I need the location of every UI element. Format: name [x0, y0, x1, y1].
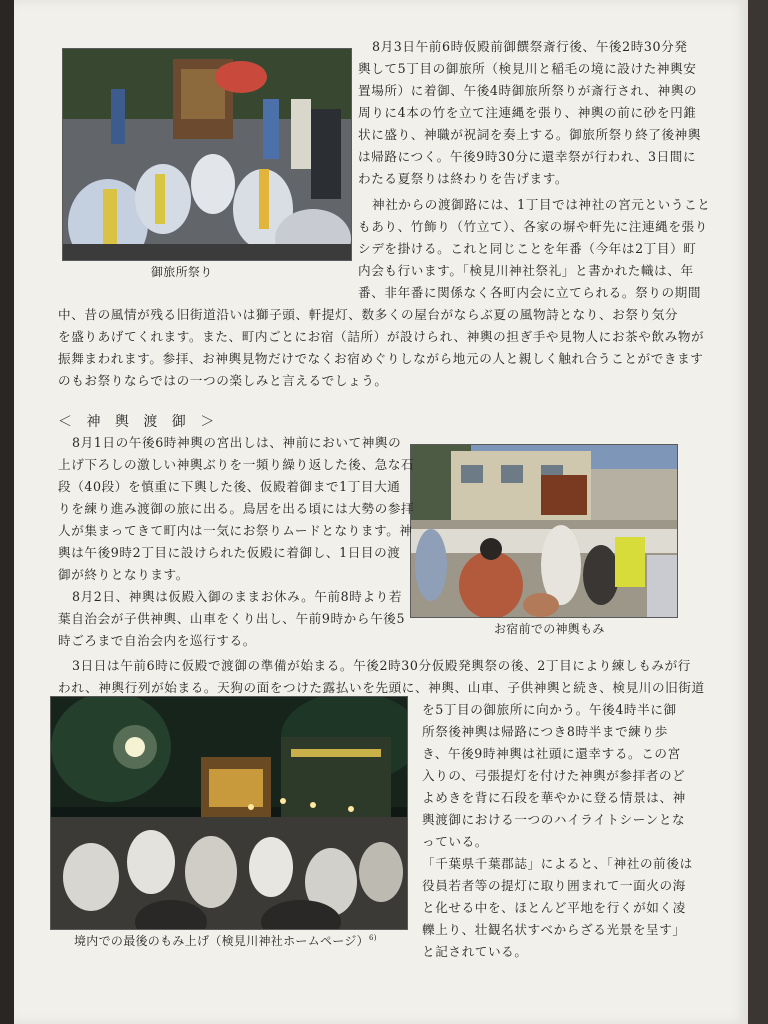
- text-line: 役員若者等の提灯に取り囲まれて一面火の海: [422, 878, 686, 893]
- photo-keidai-caption-text: 境内での最後のもみ上げ（検見川神社ホームページ）: [74, 934, 369, 948]
- photo-otabisho-caption: 御旅所祭り: [151, 265, 213, 279]
- text-line: き、午後9時神輿は社頭に還幸する。この宮: [422, 746, 681, 761]
- text-line: 御が終りとなります。: [58, 567, 189, 582]
- text-line: 8月1日の午後6時神輿の宮出しは、神前において神輿の: [72, 435, 402, 450]
- text-line: を盛りあげてくれます。また、町内ごとにお宿（詰所）が設けられ、神輿の担ぎ手や見物人にお茶や飲み物が: [58, 329, 705, 344]
- text-line: 8月2日、神輿は仮殿入御のままお休み。午前8時より若: [72, 589, 403, 604]
- text-line: 内会も行います。「検見川神社祭礼」と書かれた幟は、年: [358, 263, 694, 278]
- section-heading: ＜ 神 輿 渡 御 ＞: [58, 414, 220, 430]
- text-line: 振舞まわれます。参拝、お神輿見物だけでなくお宿めぐりしながら地元の人と親しく触れ合うことができます: [58, 351, 704, 366]
- text-line: われ、神輿行列が始まる。天狗の面をつけた露払いを先頭に、神輿、山車、子供神輿と続き、検見川の旧街道: [58, 680, 705, 695]
- text-line: 輿渡御における一つのハイライトシーンとな: [422, 812, 686, 827]
- text-line: 3日日は午前6時に仮殿で渡御の準備が始まる。午後2時30分仮殿発輿祭の後、2丁目により練しもみが行: [72, 658, 692, 673]
- text-line: シデを掛ける。これと同じことを年番（今年は2丁目）町: [358, 241, 697, 256]
- text-line: 上げ下ろしの激しい神輿ぶりを一頻り繰り返した後、急な石: [58, 457, 415, 472]
- page-edge-background: [748, 0, 768, 1024]
- photo-oyado-image: [411, 445, 677, 617]
- text-line: 周りに4本の竹を立て注連縄を張り、神輿の前に砂を円錐: [358, 105, 697, 120]
- text-line: を5丁目の御旅所に向かう。午後4時半に御: [422, 702, 677, 717]
- text-line: 輿して5丁目の御旅所（検見川と稲毛の境に設けた神輿安: [358, 61, 697, 76]
- text-line: 入りの、弓張提灯を付けた神輿が参拝者のど: [422, 768, 686, 783]
- text-line: 所祭後神輿は帰路につき8時半まで練り歩: [422, 724, 668, 739]
- document-page: [14, 0, 748, 1024]
- text-line: 中、昔の風情が残る旧街道沿いは獅子頭、軒提灯、数多くの屋台がならぶ夏の風物詩となり、お祭り気分: [58, 307, 679, 322]
- text-line: と化せる中を、ほとんど平地を行くが如く凌: [422, 900, 686, 915]
- text-line: 人が集まってきて町内は一気にお祭りムードとなります。神: [58, 523, 413, 538]
- text-line: りを練り進み渡御の旅に出る。鳥居を出る頃には大勢の参拝: [58, 501, 415, 516]
- text-line: 神社からの渡御路には、1丁目では神社の宮元ということ: [372, 197, 711, 212]
- text-line: 葉自治会が子供神輿、山車をくり出し、午前9時から午後5: [58, 611, 406, 626]
- text-line: と記されている。: [422, 944, 528, 959]
- text-line: 番、非年番に関係なく各町内会に立てられる。祭りの期間: [358, 285, 702, 300]
- text-line: 轢上り、壮観名状すべからざる光景を呈す」: [422, 922, 686, 937]
- text-line: 置場所）に着御、午後4時御旅所祭りが斎行され、神輿の: [358, 83, 698, 98]
- photo-oyado-mikoshi: [410, 444, 678, 618]
- text-line: は帰路につく。午後9時30分に還幸祭が行われ、3日間に: [358, 149, 697, 164]
- photo-otabisho-image: [63, 49, 351, 260]
- photo-keidai-image: [51, 697, 407, 929]
- photo-oyado-caption: お宿前での神輿もみ: [494, 622, 605, 636]
- photo-otabisho-festival: [62, 48, 352, 261]
- text-line: 段（40段）を慎重に下輿した後、仮殿着御まで1丁目大通: [58, 479, 401, 494]
- footnote-ref: 6): [368, 934, 377, 942]
- photo-keidai-caption: [74, 932, 377, 949]
- text-line: 8月3日午前6時仮殿前御饌祭斎行後、午後2時30分発: [372, 39, 688, 54]
- text-line: のもお祭りならではの一つの楽しみと言えるでしょう。: [58, 373, 388, 388]
- text-line: 状に盛り、神職が祝詞を奏上する。御旅所祭り終了後神輿: [358, 127, 702, 142]
- text-line: っている。: [422, 834, 488, 849]
- photo-keidai-momiage: [50, 696, 408, 930]
- text-line: よめきを背に石段を華やかに登る情景は、神: [422, 790, 686, 805]
- text-line: もあり、竹飾り（竹立て）、各家の塀や軒先に注連縄を張り: [358, 219, 708, 234]
- text-line: わたる夏祭りは終わりを告げます。: [358, 171, 569, 186]
- text-line: 「千葉県千葉郡誌」によると、「神社の前後は: [422, 856, 693, 871]
- text-line: 輿は午後9時2丁目に設けられた仮殿に着御し、1日目の渡: [58, 545, 401, 560]
- text-line: 時ごろまで自治会内を巡行する。: [58, 633, 256, 648]
